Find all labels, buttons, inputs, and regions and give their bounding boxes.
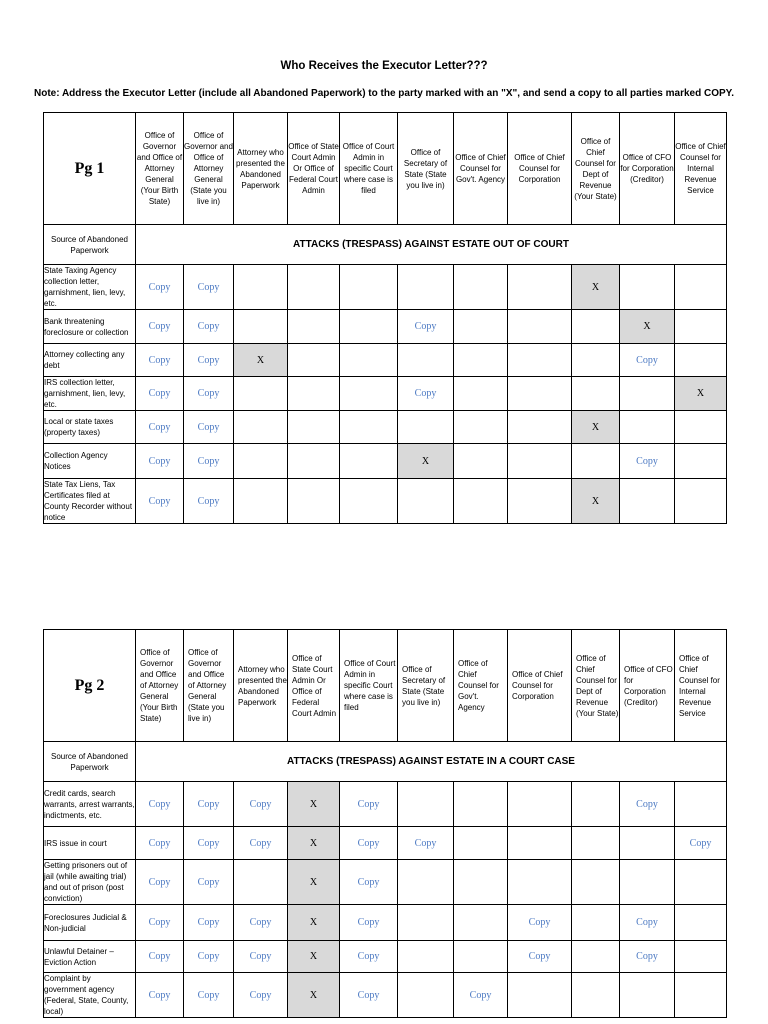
copy-mark: Copy xyxy=(136,479,184,524)
empty-cell xyxy=(675,905,727,941)
empty-cell xyxy=(288,411,340,444)
copy-mark: Copy xyxy=(184,479,234,524)
column-header: Office of Court Admin in specific Court where case is filed xyxy=(340,630,398,742)
empty-cell xyxy=(675,860,727,905)
column-header: Office of Chief Counsel for Internal Revenue Service xyxy=(675,113,727,225)
column-header: Office of Court Admin in specific Court where case is filed xyxy=(340,113,398,225)
header-row xyxy=(44,630,727,742)
empty-cell xyxy=(675,265,727,310)
empty-cell xyxy=(508,827,572,860)
empty-cell xyxy=(454,479,508,524)
copy-mark: Copy xyxy=(184,827,234,860)
empty-cell xyxy=(454,905,508,941)
copy-mark: Copy xyxy=(340,973,398,1018)
copy-mark: Copy xyxy=(620,344,675,377)
empty-cell xyxy=(398,782,454,827)
instruction-note: Note: Address the Executor Letter (include all Abandoned Paperwork) to the party marked with an "X", and send a copy to all parties marked COPY. xyxy=(33,88,734,99)
row-label: Credit cards, search warrants, arrest warrants, indictments, etc. xyxy=(44,782,136,827)
copy-mark: Copy xyxy=(136,860,184,905)
empty-cell xyxy=(508,377,572,411)
empty-cell xyxy=(572,444,620,479)
empty-cell xyxy=(620,860,675,905)
column-header: Office of Chief Counsel for Dept of Revenue (Your State) xyxy=(572,630,620,742)
empty-cell xyxy=(398,941,454,973)
copy-mark: Copy xyxy=(136,310,184,344)
column-header: Office of Chief Counsel for Internal Revenue Service xyxy=(675,630,727,742)
copy-mark: Copy xyxy=(136,827,184,860)
empty-cell xyxy=(572,344,620,377)
empty-cell xyxy=(572,782,620,827)
empty-cell xyxy=(508,444,572,479)
copy-mark: Copy xyxy=(184,444,234,479)
column-header: Office of Governor and Office of Attorney General (Your Birth State) xyxy=(136,630,184,742)
empty-cell xyxy=(454,411,508,444)
empty-cell xyxy=(234,444,288,479)
empty-cell xyxy=(620,827,675,860)
source-label: Source of Abandoned Paperwork xyxy=(44,742,136,782)
empty-cell xyxy=(340,265,398,310)
copy-mark: Copy xyxy=(340,905,398,941)
column-header: Office of Chief Counsel for Gov't. Agency xyxy=(454,113,508,225)
table-row xyxy=(44,905,727,941)
copy-mark: Copy xyxy=(620,941,675,973)
empty-cell xyxy=(454,377,508,411)
source-label: Source of Abandoned Paperwork xyxy=(44,225,136,265)
table-row xyxy=(44,782,727,827)
empty-cell xyxy=(288,310,340,344)
row-label: Collection Agency Notices xyxy=(44,444,136,479)
empty-cell xyxy=(508,344,572,377)
empty-cell xyxy=(508,973,572,1018)
recipient-x-mark: X xyxy=(572,479,620,524)
page-label: Pg 1 xyxy=(44,113,136,225)
table-row xyxy=(44,265,727,310)
empty-cell xyxy=(675,782,727,827)
empty-cell xyxy=(572,905,620,941)
table-row xyxy=(44,444,727,479)
empty-cell xyxy=(398,479,454,524)
table-row xyxy=(44,941,727,973)
table-row xyxy=(44,973,727,1018)
empty-cell xyxy=(234,411,288,444)
copy-mark: Copy xyxy=(234,782,288,827)
copy-mark: Copy xyxy=(398,310,454,344)
empty-cell xyxy=(454,860,508,905)
empty-cell xyxy=(508,782,572,827)
table-row xyxy=(44,827,727,860)
empty-cell xyxy=(398,905,454,941)
table-row xyxy=(44,310,727,344)
empty-cell xyxy=(340,377,398,411)
section-title: ATTACKS (TRESPASS) AGAINST ESTATE IN A COURT CASE xyxy=(136,742,727,782)
row-label: IRS collection letter, garnishment, lien, levy, etc. xyxy=(44,377,136,411)
empty-cell xyxy=(572,827,620,860)
empty-cell xyxy=(454,310,508,344)
row-label: Complaint by government agency (Federal, State, County, local) xyxy=(44,973,136,1018)
copy-mark: Copy xyxy=(184,377,234,411)
empty-cell xyxy=(454,344,508,377)
copy-mark: Copy xyxy=(184,782,234,827)
copy-mark: Copy xyxy=(620,782,675,827)
table-row xyxy=(44,860,727,905)
table-row xyxy=(44,479,727,524)
empty-cell xyxy=(398,411,454,444)
recipient-x-mark: X xyxy=(288,860,340,905)
recipient-x-mark: X xyxy=(620,310,675,344)
empty-cell xyxy=(620,265,675,310)
empty-cell xyxy=(340,310,398,344)
empty-cell xyxy=(288,377,340,411)
empty-cell xyxy=(288,444,340,479)
empty-cell xyxy=(572,973,620,1018)
copy-mark: Copy xyxy=(136,444,184,479)
empty-cell xyxy=(398,265,454,310)
empty-cell xyxy=(288,479,340,524)
empty-cell xyxy=(675,444,727,479)
copy-mark: Copy xyxy=(340,860,398,905)
column-header: Office of State Court Admin Or Office of Federal Court Admin xyxy=(288,113,340,225)
row-label: Foreclosures Judicial & Non-judicial xyxy=(44,905,136,941)
empty-cell xyxy=(572,860,620,905)
column-header: Office of Chief Counsel for Corporation xyxy=(508,630,572,742)
copy-mark: Copy xyxy=(184,905,234,941)
column-header: Office of Secretary of State (State you live in) xyxy=(398,113,454,225)
empty-cell xyxy=(454,782,508,827)
recipient-x-mark: X xyxy=(572,411,620,444)
empty-cell xyxy=(234,265,288,310)
recipient-x-mark: X xyxy=(288,941,340,973)
empty-cell xyxy=(454,444,508,479)
copy-mark: Copy xyxy=(184,265,234,310)
empty-cell xyxy=(675,941,727,973)
empty-cell xyxy=(234,479,288,524)
header-row xyxy=(44,113,727,225)
empty-cell xyxy=(508,479,572,524)
recipient-x-mark: X xyxy=(288,827,340,860)
recipient-x-mark: X xyxy=(234,344,288,377)
copy-mark: Copy xyxy=(184,941,234,973)
copy-mark: Copy xyxy=(136,377,184,411)
empty-cell xyxy=(234,377,288,411)
column-header: Office of Chief Counsel for Corporation xyxy=(508,113,572,225)
column-header: Office of CFO for Corporation (Creditor) xyxy=(620,113,675,225)
recipient-x-mark: X xyxy=(288,782,340,827)
empty-cell xyxy=(620,377,675,411)
row-label: Unlawful Detainer – Eviction Action xyxy=(44,941,136,973)
empty-cell xyxy=(234,860,288,905)
empty-cell xyxy=(508,411,572,444)
empty-cell xyxy=(572,377,620,411)
column-header: Office of Governor and Office of Attorney General (Your Birth State) xyxy=(136,113,184,225)
empty-cell xyxy=(508,860,572,905)
empty-cell xyxy=(398,344,454,377)
empty-cell xyxy=(620,479,675,524)
column-header: Office of Chief Counsel for Dept of Revenue (Your State) xyxy=(572,113,620,225)
copy-mark: Copy xyxy=(234,973,288,1018)
empty-cell xyxy=(340,444,398,479)
copy-mark: Copy xyxy=(136,265,184,310)
empty-cell xyxy=(340,411,398,444)
table-row xyxy=(44,344,727,377)
empty-cell xyxy=(454,941,508,973)
empty-cell xyxy=(454,827,508,860)
copy-mark: Copy xyxy=(340,941,398,973)
row-label: State Tax Liens, Tax Certificates filed at County Recorder without notice xyxy=(44,479,136,524)
copy-mark: Copy xyxy=(184,344,234,377)
table-row xyxy=(44,411,727,444)
copy-mark: Copy xyxy=(398,827,454,860)
row-label: Bank threatening foreclosure or collection xyxy=(44,310,136,344)
recipient-table-page-2 xyxy=(43,629,727,1018)
table-row xyxy=(44,377,727,411)
empty-cell xyxy=(620,411,675,444)
recipient-x-mark: X xyxy=(288,905,340,941)
copy-mark: Copy xyxy=(184,310,234,344)
empty-cell xyxy=(398,973,454,1018)
column-header: Office of CFO for Corporation (Creditor) xyxy=(620,630,675,742)
empty-cell xyxy=(454,265,508,310)
copy-mark: Copy xyxy=(398,377,454,411)
column-header: Office of State Court Admin Or Office of Federal Court Admin xyxy=(288,630,340,742)
copy-mark: Copy xyxy=(620,444,675,479)
copy-mark: Copy xyxy=(184,973,234,1018)
recipient-table-page-1 xyxy=(43,112,727,524)
empty-cell xyxy=(288,265,340,310)
empty-cell xyxy=(572,310,620,344)
copy-mark: Copy xyxy=(184,411,234,444)
row-label: IRS issue in court xyxy=(44,827,136,860)
empty-cell xyxy=(234,310,288,344)
copy-mark: Copy xyxy=(234,827,288,860)
empty-cell xyxy=(675,479,727,524)
empty-cell xyxy=(675,973,727,1018)
copy-mark: Copy xyxy=(508,941,572,973)
section-row xyxy=(44,225,727,265)
section-title: ATTACKS (TRESPASS) AGAINST ESTATE OUT OF COURT xyxy=(136,225,727,265)
copy-mark: Copy xyxy=(184,860,234,905)
copy-mark: Copy xyxy=(234,941,288,973)
copy-mark: Copy xyxy=(675,827,727,860)
empty-cell xyxy=(675,310,727,344)
copy-mark: Copy xyxy=(340,782,398,827)
copy-mark: Copy xyxy=(136,973,184,1018)
column-header: Attorney who presented the Abandoned Paperwork xyxy=(234,113,288,225)
empty-cell xyxy=(508,265,572,310)
empty-cell xyxy=(340,479,398,524)
empty-cell xyxy=(620,973,675,1018)
row-label: State Taxing Agency collection letter, garnishment, lien, levy, etc. xyxy=(44,265,136,310)
column-header: Attorney who presented the Abandoned Paperwork xyxy=(234,630,288,742)
copy-mark: Copy xyxy=(136,411,184,444)
column-header: Office of Governor and Office of Attorney General (State you live in) xyxy=(184,113,234,225)
copy-mark: Copy xyxy=(136,905,184,941)
copy-mark: Copy xyxy=(136,344,184,377)
recipient-x-mark: X xyxy=(288,973,340,1018)
recipient-x-mark: X xyxy=(398,444,454,479)
copy-mark: Copy xyxy=(454,973,508,1018)
recipient-x-mark: X xyxy=(675,377,727,411)
copy-mark: Copy xyxy=(340,827,398,860)
section-row xyxy=(44,742,727,782)
empty-cell xyxy=(572,941,620,973)
row-label: Local or state taxes (property taxes) xyxy=(44,411,136,444)
column-header: Office of Secretary of State (State you live in) xyxy=(398,630,454,742)
column-header: Office of Chief Counsel for Gov't. Agency xyxy=(454,630,508,742)
copy-mark: Copy xyxy=(234,905,288,941)
row-label: Getting prisoners out of jail (while awaiting trial) and out of prison (post conviction) xyxy=(44,860,136,905)
copy-mark: Copy xyxy=(620,905,675,941)
empty-cell xyxy=(288,344,340,377)
copy-mark: Copy xyxy=(136,782,184,827)
empty-cell xyxy=(675,411,727,444)
recipient-x-mark: X xyxy=(572,265,620,310)
column-header: Office of Governor and Office of Attorney General (State you live in) xyxy=(184,630,234,742)
page-title: Who Receives the Executor Letter??? xyxy=(280,60,488,72)
page-label: Pg 2 xyxy=(44,630,136,742)
empty-cell xyxy=(398,860,454,905)
empty-cell xyxy=(340,344,398,377)
empty-cell xyxy=(508,310,572,344)
empty-cell xyxy=(675,344,727,377)
row-label: Attorney collecting any debt xyxy=(44,344,136,377)
copy-mark: Copy xyxy=(508,905,572,941)
copy-mark: Copy xyxy=(136,941,184,973)
